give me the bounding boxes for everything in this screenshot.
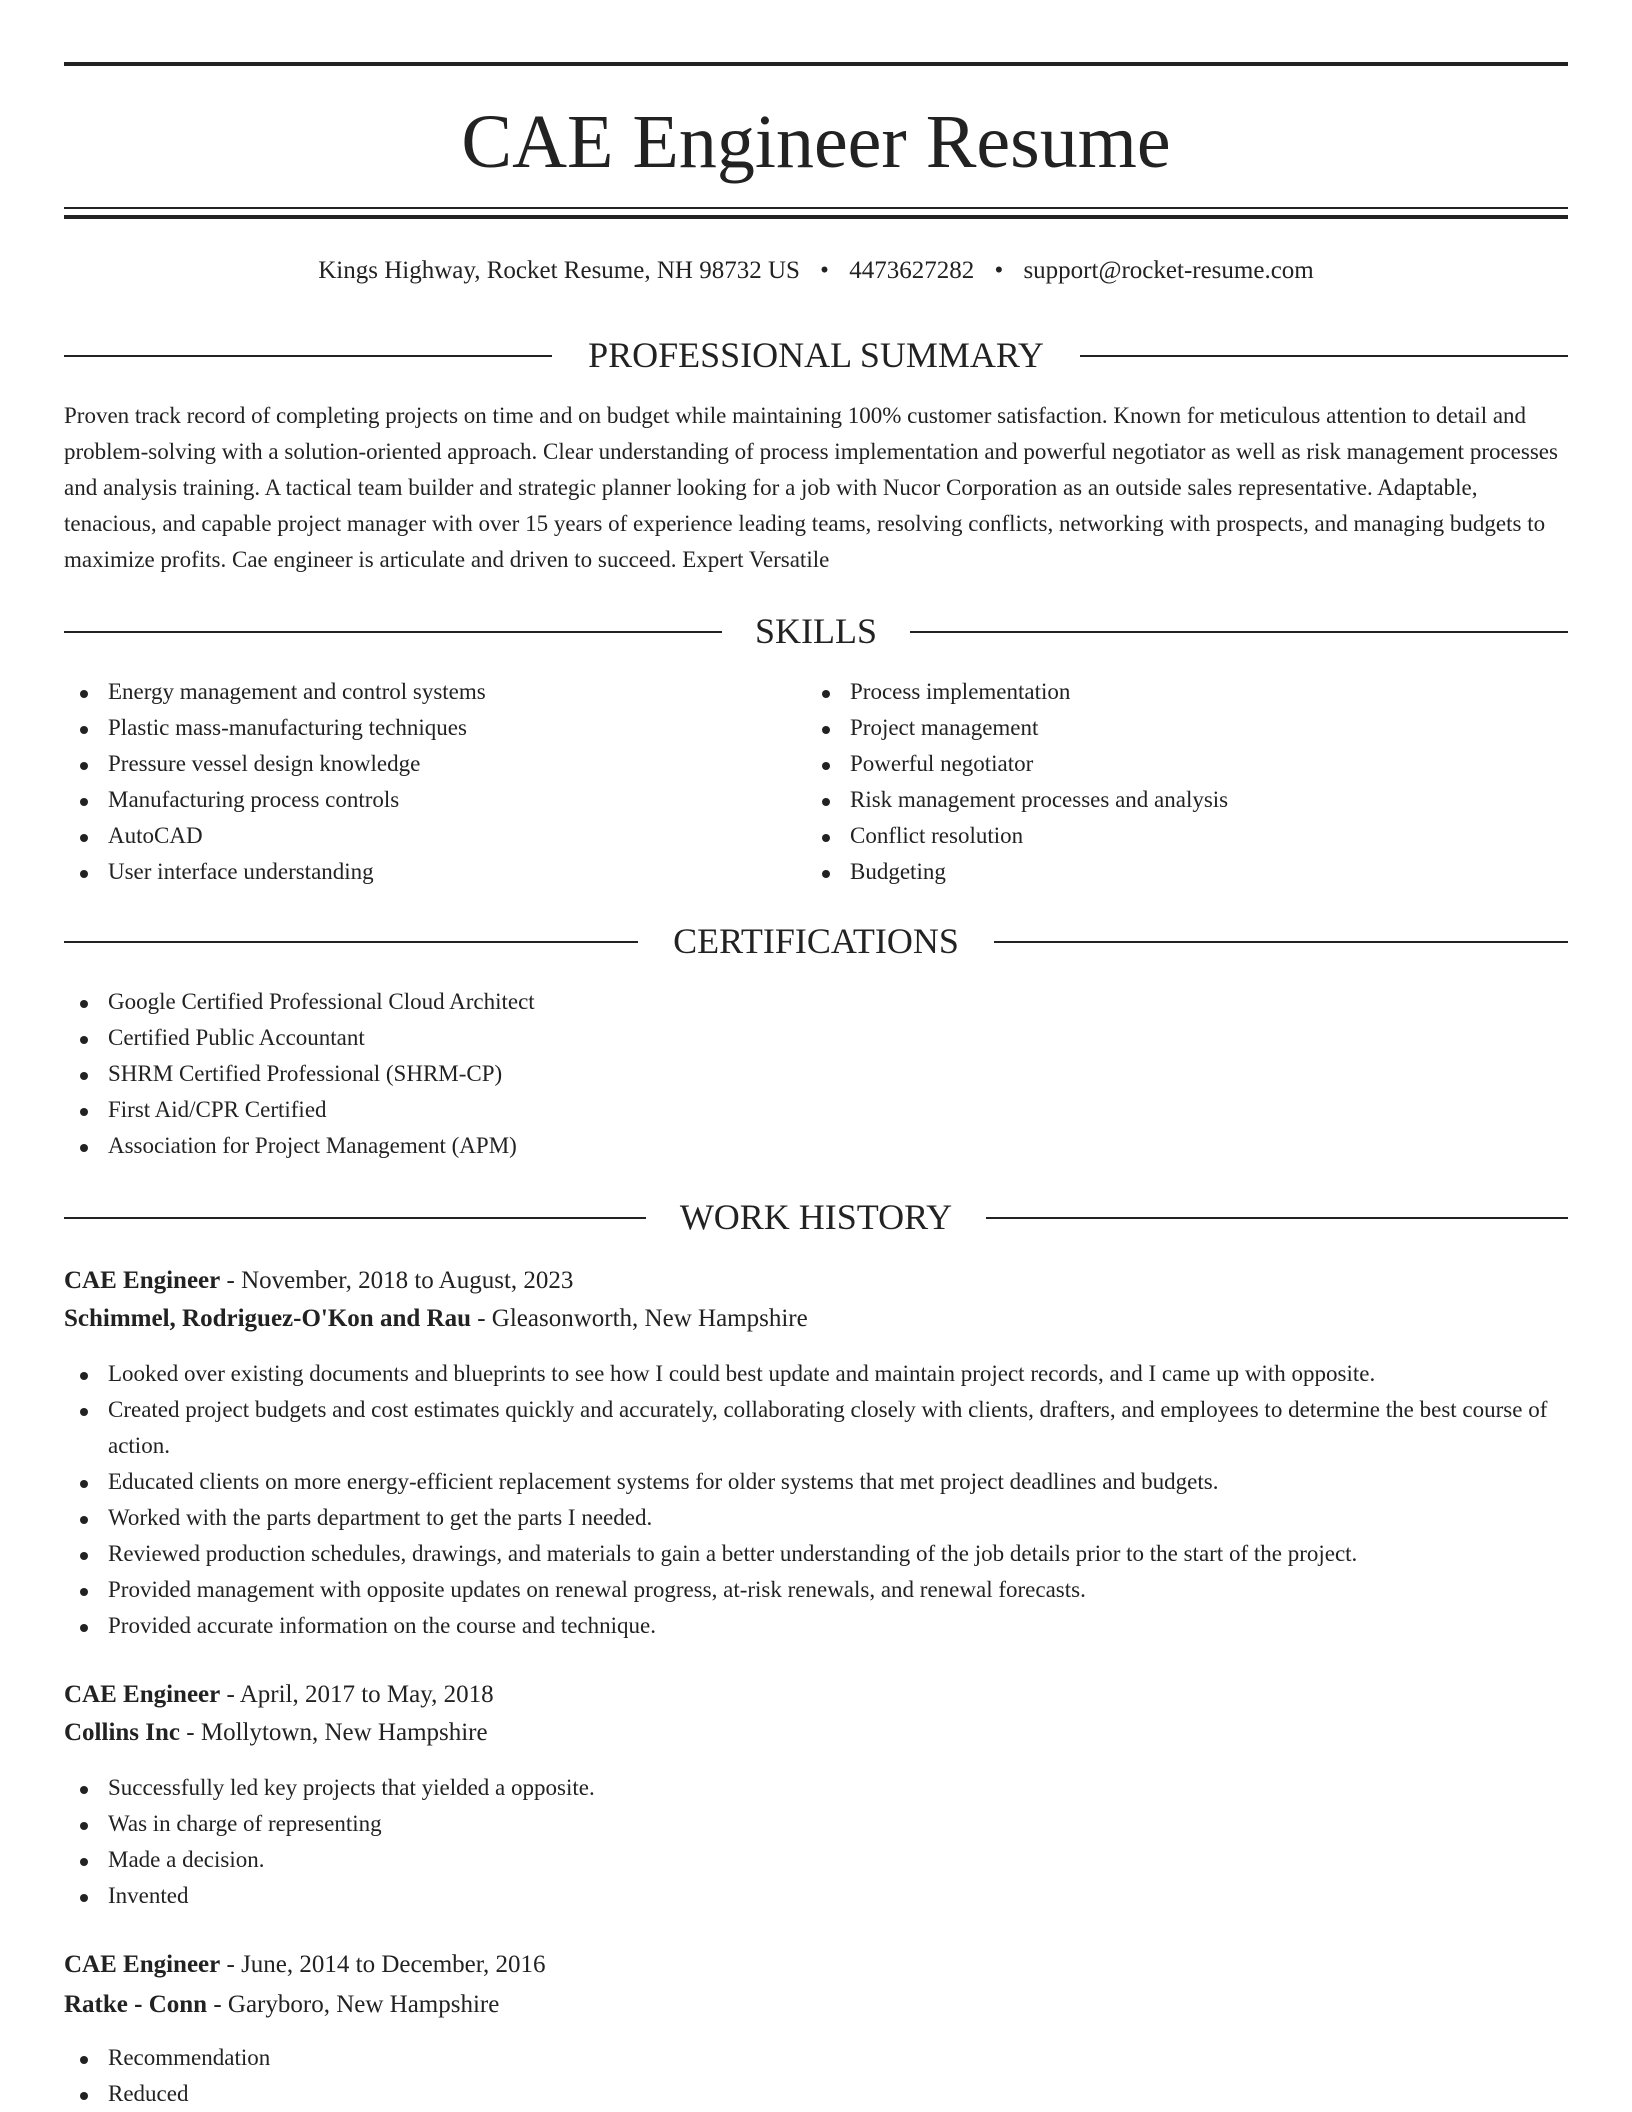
job-title-line <box>64 1946 546 1984</box>
job-title-line <box>64 1262 573 1300</box>
job-title: CAE Engineer <box>64 1267 221 1294</box>
job-location: - Garyboro, New Hampshire <box>213 1991 500 2018</box>
job-location: - Mollytown, New Hampshire <box>186 1719 488 1746</box>
job-bullet: Reduced <box>64 2076 1568 2112</box>
certification-item: Google Certified Professional Cloud Architect <box>64 984 1568 1020</box>
section-header-summary <box>64 330 1568 380</box>
skill-item: Conflict resolution <box>806 818 1566 854</box>
contact-separator: • <box>994 257 1004 284</box>
skill-item: Energy management and control systems <box>64 674 804 710</box>
job-bullet: Made a decision. <box>64 1842 1568 1878</box>
job-company: Collins Inc <box>64 1719 181 1746</box>
job-bullets <box>64 1770 1568 1914</box>
certifications-list <box>64 984 1568 1164</box>
section-title-certifications: CERTIFICATIONS <box>641 921 991 961</box>
header-top-rule <box>64 62 1568 66</box>
job-bullet: Worked with the parts department to get the parts I needed. <box>64 1500 1568 1536</box>
skill-item: Pressure vessel design knowledge <box>64 746 804 782</box>
skills-list-left <box>64 674 804 890</box>
job-bullet: Provided management with opposite updates on renewal progress, at-risk renewals, and renewal forecasts. <box>64 1572 1568 1608</box>
contact-separator: • <box>820 257 829 284</box>
section-header-skills <box>64 606 1568 656</box>
job-bullet: Looked over existing documents and blueprints to see how I could best update and maintain project records, and I came up with opposite. <box>64 1356 1568 1392</box>
job-company-line <box>64 1300 808 1338</box>
job-company: Ratke - Conn <box>64 1991 208 2018</box>
certification-item: Certified Public Accountant <box>64 1020 1568 1056</box>
job-bullet: Reviewed production schedules, drawings, and materials to gain a better understanding of the job details prior to the start of the project. <box>64 1536 1568 1572</box>
skill-item: Plastic mass-manufacturing techniques <box>64 710 804 746</box>
job-company-line <box>64 1714 488 1752</box>
section-header-work-history <box>64 1192 1568 1242</box>
job-bullet: Provided accurate information on the course and technique. <box>64 1608 1568 1644</box>
job-location: - Gleasonworth, New Hampshire <box>477 1305 808 1332</box>
job-company-line <box>64 1986 499 2024</box>
summary-text: Proven track record of completing projects on time and on budget while maintaining 100% customer satisfaction. Known for meticulous attention to detail and problem-solving with a solution-oriented approach. Clear understanding of process implementation and powerful negotiator as well as risk management processes and analysis training. A tactical team builder and strategic planner looking for a job with Nucor Corporation as an outside sales representative. Adaptable, tenacious, and capable project manager with over 15 years of experience leading teams, resolving conflicts, networking with prospects, and managing budgets to maximize profits. Cae engineer is articulate and driven to succeed. Expert Versatile <box>64 403 1558 572</box>
contact-phone[interactable]: 4473627282 <box>849 257 975 284</box>
job-bullets <box>64 1356 1568 1644</box>
skill-item: Budgeting <box>806 854 1566 890</box>
section-title-summary: PROFESSIONAL SUMMARY <box>556 335 1076 375</box>
job-bullet: Invented <box>64 1878 1568 1914</box>
contact-address: Kings Highway, Rocket Resume, NH 98732 US <box>318 257 800 284</box>
certification-item: First Aid/CPR Certified <box>64 1092 1568 1128</box>
section-header-certifications <box>64 916 1568 966</box>
skill-item: AutoCAD <box>64 818 804 854</box>
skill-item: Risk management processes and analysis <box>806 782 1566 818</box>
job-bullet: Successfully led key projects that yielded a opposite. <box>64 1770 1568 1806</box>
job-dates: - April, 2017 to May, 2018 <box>226 1681 494 1708</box>
job-bullet: Created project budgets and cost estimates quickly and accurately, collaborating closely with clients, drafters, and employees to determine the best course of action. <box>64 1392 1568 1464</box>
job-dates: - June, 2014 to December, 2016 <box>226 1951 546 1978</box>
header-rule-2 <box>64 215 1568 219</box>
skill-item: Project management <box>806 710 1566 746</box>
job-dates: - November, 2018 to August, 2023 <box>226 1267 574 1294</box>
skill-item: Powerful negotiator <box>806 746 1566 782</box>
section-title-work-history: WORK HISTORY <box>648 1197 984 1237</box>
header-rule-1 <box>64 207 1568 209</box>
skill-item: Process implementation <box>806 674 1566 710</box>
job-bullet: Recommendation <box>64 2040 1568 2076</box>
job-bullet: Was in charge of representing <box>64 1806 1568 1842</box>
job-company: Schimmel, Rodriguez-O'Kon and Rau <box>64 1305 471 1332</box>
job-title: CAE Engineer <box>64 1681 221 1708</box>
job-bullet: Educated clients on more energy-efficient replacement systems for older systems that met project deadlines and budgets. <box>64 1464 1568 1500</box>
skill-item: User interface understanding <box>64 854 804 890</box>
job-title-line <box>64 1676 494 1714</box>
job-bullets <box>64 2040 1568 2112</box>
contact-line <box>64 252 1568 290</box>
skill-item: Manufacturing process controls <box>64 782 804 818</box>
certification-item: Association for Project Management (APM) <box>64 1128 1568 1164</box>
certification-item: SHRM Certified Professional (SHRM-CP) <box>64 1056 1568 1092</box>
resume-title: CAE Engineer Resume <box>461 100 1171 184</box>
contact-email[interactable]: support@rocket-resume.com <box>1023 257 1314 284</box>
section-title-skills: SKILLS <box>723 611 909 651</box>
skills-list-right <box>806 674 1566 890</box>
job-title: CAE Engineer <box>64 1951 221 1978</box>
